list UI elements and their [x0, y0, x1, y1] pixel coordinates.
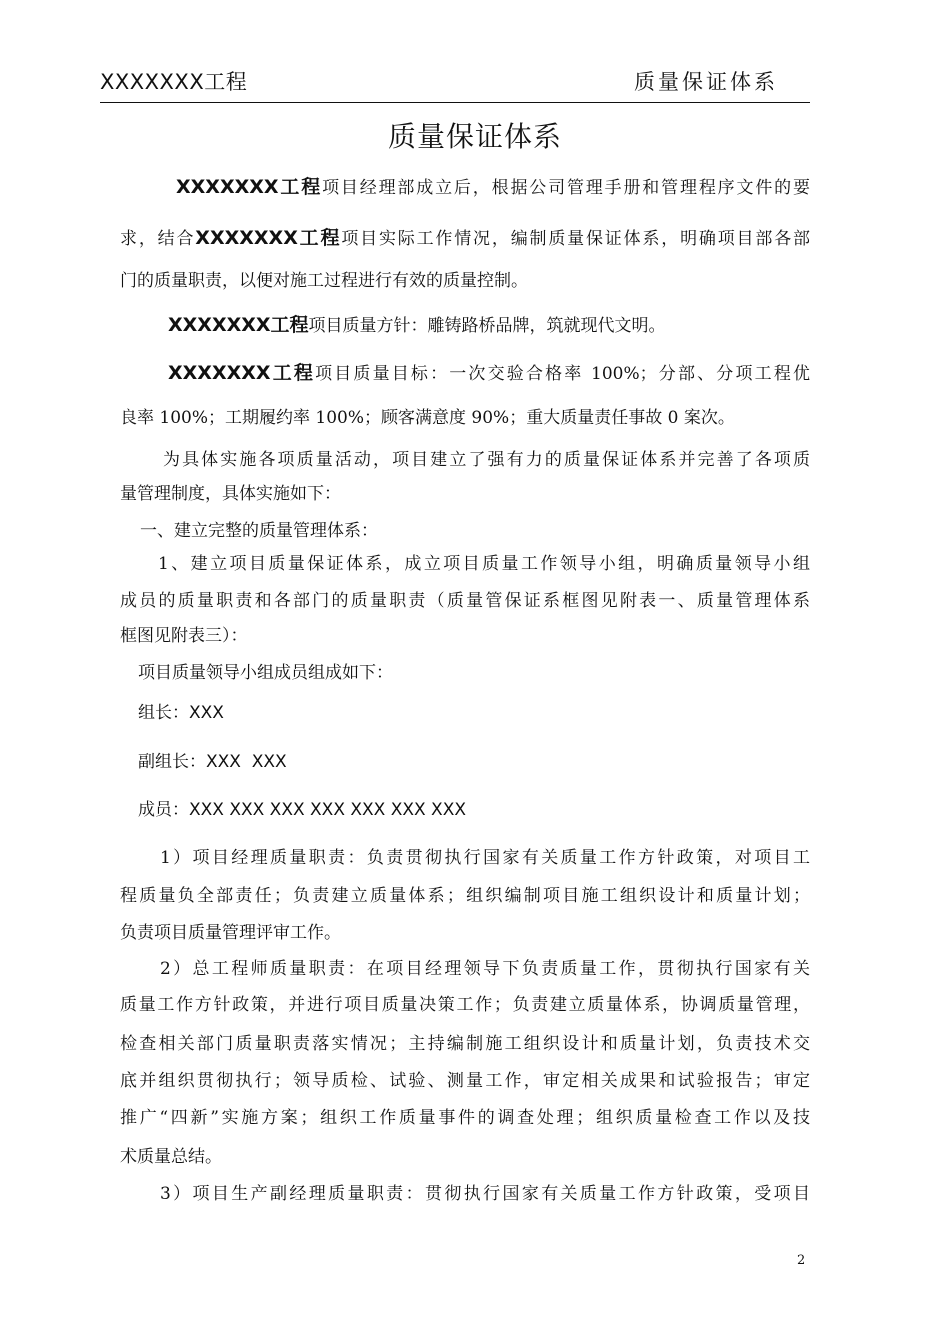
group-members: 成员：XXX XXX XXX XXX XXX XXX XXX — [138, 800, 466, 820]
project-name-inline: XXXXXXX工程 — [168, 314, 309, 336]
paragraph-line: 2）总工程师质量职责：在项目经理领导下负责质量工作，贯彻执行国家有关 — [160, 959, 810, 979]
paragraph-line: 程质量负全部责任；负责建立质量体系；组织编制项目施工组织设计和质量计划； — [120, 886, 810, 906]
group-leader: 组长：XXX — [138, 703, 224, 723]
quality-goal-line: XXXXXXX工程项目质量目标：一次交验合格率 100%；分部、分项工程优 — [168, 362, 810, 384]
header-section-title: 质量保证体系 — [634, 70, 778, 94]
paragraph-line: 1、建立项目质量保证体系，成立项目质量工作领导小组，明确质量领导小组 — [158, 554, 810, 574]
paragraph-line: 推广“四新”实施方案；组织工作质量事件的调查处理；组织质量检查工作以及技 — [120, 1108, 810, 1128]
page-header — [100, 66, 810, 103]
paragraph-line: 质量工作方针政策，并进行项目质量决策工作；负责建立质量体系，协调质量管理， — [120, 995, 810, 1015]
paragraph-line: 底并组织贯彻执行；领导质检、试验、测量工作，审定相关成果和试验报告；审定 — [120, 1071, 810, 1091]
project-name-inline: XXXXXXX工程 — [195, 227, 342, 249]
paragraph-line: XXXXXXX工程项目经理部成立后，根据公司管理手册和管理程序文件的要 — [176, 176, 811, 198]
quality-policy-line: XXXXXXX工程项目质量方针：雕铸路桥品牌，筑就现代文明。 — [168, 314, 666, 336]
section-heading: 一、建立完整的质量管理体系： — [140, 521, 378, 541]
project-name-inline: XXXXXXX工程 — [176, 176, 323, 198]
paragraph-line: 检查相关部门质量职责落实情况；主持编制施工组织设计和质量计划，负责技术交 — [120, 1034, 810, 1054]
paragraph-line: 负责项目质量管理评审工作。 — [120, 923, 341, 943]
paragraph-line: 3）项目生产副经理质量职责：贯彻执行国家有关质量工作方针政策，受项目 — [160, 1184, 810, 1204]
paragraph-line: 术质量总结。 — [120, 1147, 222, 1167]
paragraph-line: 框图见附表三）： — [120, 626, 248, 646]
header-project-name: XXXXXXX工程 — [100, 70, 248, 94]
paragraph-line: 为具体实施各项质量活动，项目建立了强有力的质量保证体系并完善了各项质 — [163, 450, 810, 470]
group-intro: 项目质量领导小组成员组成如下： — [138, 663, 393, 683]
group-deputy: 副组长：XXX XXX — [138, 752, 287, 772]
quality-goal-line: 良率 100%；工期履约率 100%；顾客满意度 90%；重大质量责任事故 0 案次。 — [120, 408, 735, 428]
paragraph-line: 1）项目经理质量职责：负责贯彻执行国家有关质量工作方针政策，对项目工 — [160, 848, 810, 868]
document-title: 质量保证体系 — [387, 120, 562, 153]
paragraph-line: 门的质量职责，以便对施工过程进行有效的质量控制。 — [120, 271, 528, 291]
paragraph-line: 成员的质量职责和各部门的质量职责（质量管保证系框图见附表一、质量管理体系 — [120, 591, 810, 611]
paragraph-line: 求，结合XXXXXXX工程项目实际工作情况，编制质量保证体系，明确项目部各部 — [120, 227, 811, 249]
page-number: 2 — [797, 1253, 806, 1268]
paragraph-line: 量管理制度，具体实施如下： — [120, 484, 341, 504]
project-name-inline: XXXXXXX工程 — [168, 362, 316, 384]
